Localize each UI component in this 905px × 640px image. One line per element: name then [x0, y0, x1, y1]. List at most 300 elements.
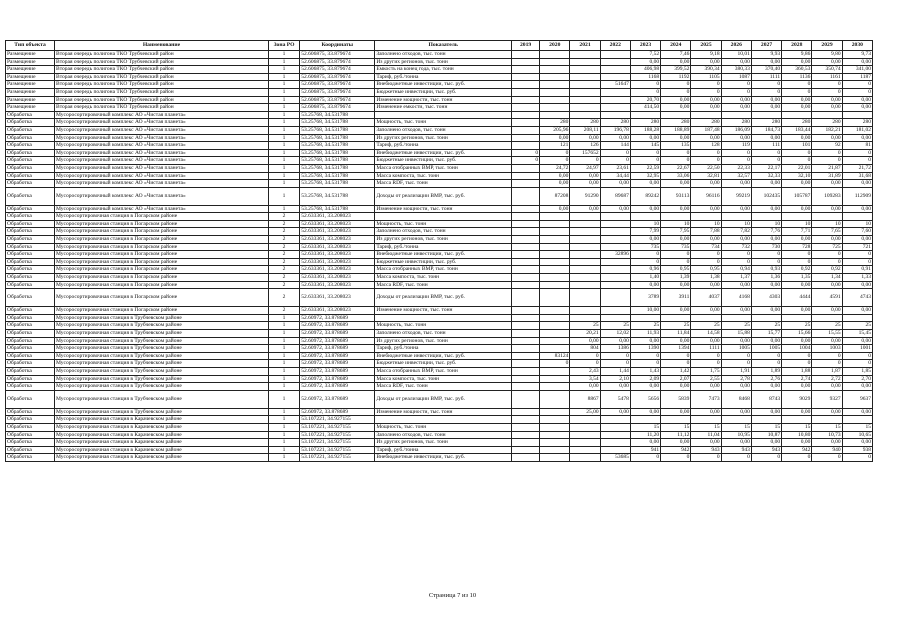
- table-cell: 1: [268, 446, 299, 454]
- table-cell: [570, 431, 600, 439]
- table-cell: 0: [751, 81, 781, 89]
- table-row: [6, 73, 873, 81]
- table-cell: 0,00: [630, 383, 660, 391]
- table-cell: 53.25768, 34.531788: [300, 180, 375, 188]
- table-cell: 15: [691, 423, 721, 431]
- column-header: Показатель: [375, 41, 512, 51]
- table-cell: 52.606875, 33.879674: [300, 88, 375, 96]
- table-cell: Размещение: [6, 81, 55, 89]
- table-cell: 11,04: [691, 431, 721, 439]
- table-cell: [570, 104, 600, 112]
- table-cell: 0,00: [721, 180, 751, 188]
- table-cell: 1: [268, 58, 299, 66]
- table-cell: [570, 58, 600, 66]
- table-cell: 4743: [842, 289, 872, 307]
- table-cell: [511, 236, 539, 244]
- table-cell: Обработка: [6, 258, 55, 266]
- table-cell: 0: [721, 251, 751, 259]
- table-cell: Заполнено отходов, тыс. тонн: [375, 126, 512, 134]
- table-cell: [511, 243, 539, 251]
- table-cell: 3789: [630, 289, 660, 307]
- table-cell: 25: [721, 322, 751, 330]
- table-cell: [691, 111, 721, 119]
- table-cell: 10,00: [630, 307, 660, 315]
- table-cell: 22,50: [691, 164, 721, 172]
- table-cell: 10,73: [812, 431, 842, 439]
- table-cell: 1168: [630, 73, 660, 81]
- table-cell: 0: [661, 258, 691, 266]
- table-cell: Обработка: [6, 126, 55, 134]
- table-cell: Обработка: [6, 408, 55, 416]
- table-cell: 0,00: [812, 408, 842, 416]
- table-cell: 92: [812, 142, 842, 150]
- table-cell: 0: [691, 88, 721, 96]
- table-row: [6, 134, 873, 142]
- table-cell: [511, 111, 539, 119]
- table-cell: 31,68: [842, 172, 872, 180]
- table-cell: [540, 330, 570, 338]
- table-cell: 101: [782, 142, 812, 150]
- table-row: [6, 360, 873, 368]
- table-cell: 0,00: [600, 180, 630, 188]
- table-cell: Вторая очередь полигона ТКО Трубчевский район: [55, 88, 269, 96]
- table-cell: 32,33: [751, 172, 781, 180]
- table-cell: [511, 383, 539, 391]
- table-cell: 1,89: [751, 367, 781, 375]
- table-row: [6, 66, 873, 74]
- table-cell: 12,02: [600, 330, 630, 338]
- table-cell: 52.606875, 33.879674: [300, 96, 375, 104]
- table-cell: 1,91: [721, 367, 751, 375]
- table-row: [6, 228, 873, 236]
- table-cell: [782, 314, 812, 322]
- table-cell: Доходы от реализации ВМР, тыс. руб.: [375, 390, 512, 408]
- table-cell: 0: [812, 360, 842, 368]
- table-cell: 25: [570, 322, 600, 330]
- table-cell: Из других регионов, тыс. тонн: [375, 134, 512, 142]
- table-cell: 0: [630, 81, 660, 89]
- table-cell: 0: [600, 157, 630, 165]
- table-cell: Бюджетные инвестиции, тыс. руб.: [375, 88, 512, 96]
- table-cell: 15,66: [782, 330, 812, 338]
- table-cell: 2: [268, 289, 299, 307]
- table-cell: Из других регионов, тыс. тонн: [375, 337, 512, 345]
- table-cell: Обработка: [6, 367, 55, 375]
- table-cell: 1136: [782, 73, 812, 81]
- table-cell: 1005: [721, 345, 751, 353]
- table-cell: Заполнено отходов, тыс. тонн: [375, 228, 512, 236]
- table-cell: 0: [751, 251, 781, 259]
- column-header: 2020: [540, 41, 570, 51]
- table-cell: 0,00: [751, 134, 781, 142]
- table-cell: [511, 96, 539, 104]
- table-row: [6, 119, 873, 127]
- table-cell: 0,00: [782, 408, 812, 416]
- table-cell: 145: [630, 142, 660, 150]
- table-row: [6, 352, 873, 360]
- table-cell: [842, 213, 872, 221]
- table-cell: 15,77: [751, 330, 781, 338]
- table-cell: 0,00: [782, 96, 812, 104]
- table-row: [6, 390, 873, 408]
- table-cell: [540, 111, 570, 119]
- table-cell: Мусоросортировочная станция в Погарском районе: [55, 258, 269, 266]
- table-cell: Мусоросортировочный комплекс АО «Чистая планета»: [55, 164, 269, 172]
- table-cell: 0: [751, 157, 781, 165]
- table-cell: Размещение: [6, 104, 55, 112]
- table-cell: [812, 213, 842, 221]
- table-cell: [511, 307, 539, 315]
- column-header: 2025: [691, 41, 721, 51]
- table-cell: [511, 423, 539, 431]
- table-cell: Обработка: [6, 307, 55, 315]
- table-cell: Размещение: [6, 66, 55, 74]
- table-cell: [691, 314, 721, 322]
- table-cell: 83124: [540, 352, 570, 360]
- table-cell: Мусоросортировочная станция в Погарском районе: [55, 281, 269, 289]
- table-cell: Мусоросортировочная станция в Трубчевском районе: [55, 337, 269, 345]
- table-cell: 0: [842, 81, 872, 89]
- table-cell: [812, 314, 842, 322]
- table-cell: Заполнено отходов, тыс. тонн: [375, 51, 512, 59]
- table-cell: 0,00: [782, 58, 812, 66]
- table-cell: [511, 81, 539, 89]
- table-cell: [570, 213, 600, 221]
- table-cell: Внебюджетные инвестиции, тыс. руб.: [375, 251, 512, 259]
- table-cell: 1111: [691, 345, 721, 353]
- table-cell: 0,00: [812, 281, 842, 289]
- table-cell: 52.60972, 33.878689: [300, 408, 375, 416]
- table-cell: 7,99: [630, 228, 660, 236]
- table-row: [6, 164, 873, 172]
- table-cell: 0: [812, 81, 842, 89]
- table-cell: 0: [782, 251, 812, 259]
- table-cell: 0: [751, 258, 781, 266]
- table-cell: 1: [268, 111, 299, 119]
- table-cell: 734: [691, 243, 721, 251]
- table-row: [6, 142, 873, 150]
- table-cell: Изменение емкости, тыс. тонн: [375, 104, 512, 112]
- table-cell: 0,00: [630, 337, 660, 345]
- table-cell: 8468: [721, 390, 751, 408]
- table-cell: 157652: [570, 149, 600, 157]
- table-cell: 0: [782, 454, 812, 462]
- table-cell: 0: [782, 149, 812, 157]
- table-cell: 1394: [661, 345, 691, 353]
- table-cell: 22,67: [661, 164, 691, 172]
- table-row: [6, 51, 873, 59]
- table-cell: 25: [812, 322, 842, 330]
- table-cell: 5839: [661, 390, 691, 408]
- table-cell: Обработка: [6, 390, 55, 408]
- table-cell: [842, 416, 872, 424]
- table-cell: 32896: [600, 251, 630, 259]
- table-cell: 7,95: [661, 228, 691, 236]
- table-cell: [540, 96, 570, 104]
- table-cell: 0: [661, 149, 691, 157]
- table-cell: [570, 454, 600, 462]
- table-cell: 0: [691, 352, 721, 360]
- table-cell: [540, 322, 570, 330]
- table-cell: [540, 51, 570, 59]
- table-cell: 52.633361, 33.208023: [300, 274, 375, 282]
- table-cell: 99219: [721, 187, 751, 205]
- table-cell: 0,00: [782, 439, 812, 447]
- table-cell: 15,88: [721, 330, 751, 338]
- table-cell: 7473: [691, 390, 721, 408]
- table-cell: Вторая очередь полигона ТКО Трубчевский район: [55, 73, 269, 81]
- table-cell: 105787: [782, 187, 812, 205]
- table-cell: 0,00: [751, 104, 781, 112]
- table-cell: 0: [721, 88, 751, 96]
- table-cell: 1004: [782, 345, 812, 353]
- table-cell: [540, 439, 570, 447]
- table-cell: [600, 104, 630, 112]
- table-cell: 0,00: [630, 408, 660, 416]
- table-cell: 0,00: [630, 439, 660, 447]
- table-cell: 53.107221, 34.927155: [300, 416, 375, 424]
- table-cell: 8743: [751, 390, 781, 408]
- table-cell: 0: [511, 149, 539, 157]
- table-cell: 1: [268, 126, 299, 134]
- table-cell: 2,07: [661, 375, 691, 383]
- table-cell: 0: [570, 157, 600, 165]
- table-cell: [540, 367, 570, 375]
- table-cell: [691, 416, 721, 424]
- table-cell: [721, 416, 751, 424]
- table-cell: Масса отобранных ВМР, тыс. тонн: [375, 164, 512, 172]
- table-cell: 1390: [630, 345, 660, 353]
- table-cell: 1: [268, 330, 299, 338]
- table-cell: 52.60972, 33.878689: [300, 375, 375, 383]
- table-cell: Обработка: [6, 337, 55, 345]
- table-cell: [540, 337, 570, 345]
- table-cell: 9,73: [842, 51, 872, 59]
- page-footer: Страница 7 из 10: [428, 592, 477, 599]
- table-cell: 0,00: [570, 172, 600, 180]
- table-cell: [511, 73, 539, 81]
- table-row: [6, 149, 873, 157]
- table-row: [6, 251, 873, 259]
- table-cell: 15: [661, 423, 691, 431]
- table-cell: 940: [812, 446, 842, 454]
- table-row: [6, 187, 873, 205]
- table-cell: 0,00: [691, 383, 721, 391]
- table-cell: 0,00: [842, 58, 872, 66]
- table-cell: 735: [630, 243, 660, 251]
- table-cell: 52.633361, 33.208023: [300, 266, 375, 274]
- table-cell: 0: [721, 157, 751, 165]
- table-cell: 53.25768, 34.531788: [300, 157, 375, 165]
- table-cell: 186,09: [721, 126, 751, 134]
- table-cell: 1105: [691, 73, 721, 81]
- table-cell: 0,00: [661, 134, 691, 142]
- table-cell: [540, 454, 570, 462]
- table-cell: 52.633361, 33.208023: [300, 228, 375, 236]
- table-cell: 93113: [661, 187, 691, 205]
- table-cell: Мусоросортировочный комплекс АО «Чистая планета»: [55, 134, 269, 142]
- table-cell: [540, 423, 570, 431]
- table-cell: 0,00: [782, 236, 812, 244]
- table-cell: 9327: [812, 390, 842, 408]
- table-cell: 0,00: [691, 439, 721, 447]
- table-cell: [540, 383, 570, 391]
- table-cell: 0,95: [661, 266, 691, 274]
- table-cell: Мусоросортировочная станция в Трубчевском районе: [55, 383, 269, 391]
- table-cell: Емкость на конец года, тыс. тонн: [375, 66, 512, 74]
- table-cell: 1111: [751, 73, 781, 81]
- table-cell: 10: [661, 220, 691, 228]
- table-cell: [782, 111, 812, 119]
- table-row: [6, 383, 873, 391]
- table-row: [6, 289, 873, 307]
- table-cell: 280: [600, 119, 630, 127]
- table-row: [6, 330, 873, 338]
- column-header: Наименование: [55, 41, 269, 51]
- table-cell: 0: [812, 149, 842, 157]
- table-cell: 1: [268, 408, 299, 416]
- table-cell: 32,57: [721, 172, 751, 180]
- table-cell: Бюджетные инвестиции, тыс. руб.: [375, 258, 512, 266]
- table-cell: [511, 142, 539, 150]
- table-cell: 1: [268, 431, 299, 439]
- table-cell: [511, 258, 539, 266]
- table-row: [6, 367, 873, 375]
- table-cell: [570, 258, 600, 266]
- table-cell: 938: [842, 446, 872, 454]
- table-cell: [511, 187, 539, 205]
- table-cell: Изменение мощности, тыс. тонн: [375, 307, 512, 315]
- table-cell: 0,00: [691, 236, 721, 244]
- table-cell: 1: [268, 337, 299, 345]
- table-cell: Обработка: [6, 236, 55, 244]
- table-cell: Обработка: [6, 416, 55, 424]
- table-cell: 1161: [812, 73, 842, 81]
- table-cell: 0,00: [540, 134, 570, 142]
- table-cell: [375, 314, 512, 322]
- table-cell: Обработка: [6, 281, 55, 289]
- table-cell: 0,00: [751, 205, 781, 213]
- table-cell: [751, 314, 781, 322]
- table-cell: [600, 423, 630, 431]
- table-cell: [540, 289, 570, 307]
- table-cell: [812, 111, 842, 119]
- table-cell: 1,39: [661, 274, 691, 282]
- table-cell: 0,00: [600, 134, 630, 142]
- table-row: [6, 111, 873, 119]
- table-cell: [375, 213, 512, 221]
- table-cell: 53.25768, 34.531788: [300, 164, 375, 172]
- table-cell: Обработка: [6, 375, 55, 383]
- table-cell: 5656: [630, 390, 660, 408]
- table-cell: [630, 213, 660, 221]
- table-cell: 0,00: [570, 205, 600, 213]
- table-cell: 0,00: [600, 383, 630, 391]
- table-cell: Размещение: [6, 73, 55, 81]
- table-row: [6, 88, 873, 96]
- table-cell: [511, 266, 539, 274]
- table-cell: [570, 416, 600, 424]
- table-cell: 0: [630, 157, 660, 165]
- table-cell: 943: [721, 446, 751, 454]
- table-cell: 0,00: [630, 281, 660, 289]
- table-cell: 2,72: [812, 375, 842, 383]
- table-cell: 0,00: [782, 307, 812, 315]
- table-row: [6, 314, 873, 322]
- table-cell: 1,87: [812, 367, 842, 375]
- table-cell: 128: [691, 142, 721, 150]
- table-row: [6, 236, 873, 244]
- table-cell: 943: [751, 446, 781, 454]
- document-table-container: [5, 40, 873, 462]
- table-cell: 0,00: [630, 134, 660, 142]
- table-cell: 1: [268, 416, 299, 424]
- table-cell: 7,60: [842, 228, 872, 236]
- table-cell: Масса компоста, тыс. тонн: [375, 375, 512, 383]
- table-cell: 1: [268, 423, 299, 431]
- table-cell: 0,92: [782, 266, 812, 274]
- table-cell: 52.60972, 33.878689: [300, 314, 375, 322]
- table-cell: 51647: [600, 81, 630, 89]
- table-cell: [721, 111, 751, 119]
- table-cell: 0,00: [782, 383, 812, 391]
- table-cell: 52.633361, 33.208023: [300, 251, 375, 259]
- table-cell: [600, 266, 630, 274]
- table-cell: [511, 58, 539, 66]
- table-cell: Мусоросортировочный комплекс АО «Чистая планета»: [55, 126, 269, 134]
- table-cell: 25: [600, 322, 630, 330]
- table-cell: 7,71: [782, 228, 812, 236]
- table-row: [6, 126, 873, 134]
- table-cell: 181,02: [842, 126, 872, 134]
- table-cell: 0: [842, 157, 872, 165]
- table-cell: 0,92: [812, 266, 842, 274]
- table-cell: 0,91: [842, 266, 872, 274]
- table-cell: 4168: [721, 289, 751, 307]
- table-cell: Мусоросортировочная станция в Карачевском районе: [55, 439, 269, 447]
- table-cell: 81: [842, 142, 872, 150]
- table-cell: 728: [782, 243, 812, 251]
- table-cell: 52.606875, 33.879674: [300, 73, 375, 81]
- table-cell: 0,00: [842, 236, 872, 244]
- table-row: [6, 307, 873, 315]
- table-cell: 0,00: [751, 180, 781, 188]
- table-cell: Мусоросортировочная станция в Погарском районе: [55, 266, 269, 274]
- table-cell: 15,45: [842, 330, 872, 338]
- table-cell: 109283: [812, 187, 842, 205]
- table-cell: 0,00: [661, 205, 691, 213]
- table-cell: 25: [661, 322, 691, 330]
- table-cell: Мусоросортировочная станция в Трубчевском районе: [55, 367, 269, 375]
- table-cell: 0,00: [751, 307, 781, 315]
- table-cell: [570, 111, 600, 119]
- table-cell: 414,50: [630, 104, 660, 112]
- table-cell: 15: [630, 423, 660, 431]
- table-cell: 5478: [600, 390, 630, 408]
- table-cell: Доходы от реализации ВМР, тыс. руб.: [375, 289, 512, 307]
- table-cell: 735: [661, 243, 691, 251]
- table-cell: 390,34: [691, 66, 721, 74]
- table-cell: [540, 251, 570, 259]
- table-cell: 280: [782, 119, 812, 127]
- table-cell: 53.25768, 34.531788: [300, 119, 375, 127]
- table-cell: [511, 228, 539, 236]
- table-cell: 187,48: [691, 126, 721, 134]
- table-cell: [570, 281, 600, 289]
- table-cell: 0,00: [842, 408, 872, 416]
- table-cell: 52.60972, 33.878689: [300, 322, 375, 330]
- table-cell: 0,00: [691, 205, 721, 213]
